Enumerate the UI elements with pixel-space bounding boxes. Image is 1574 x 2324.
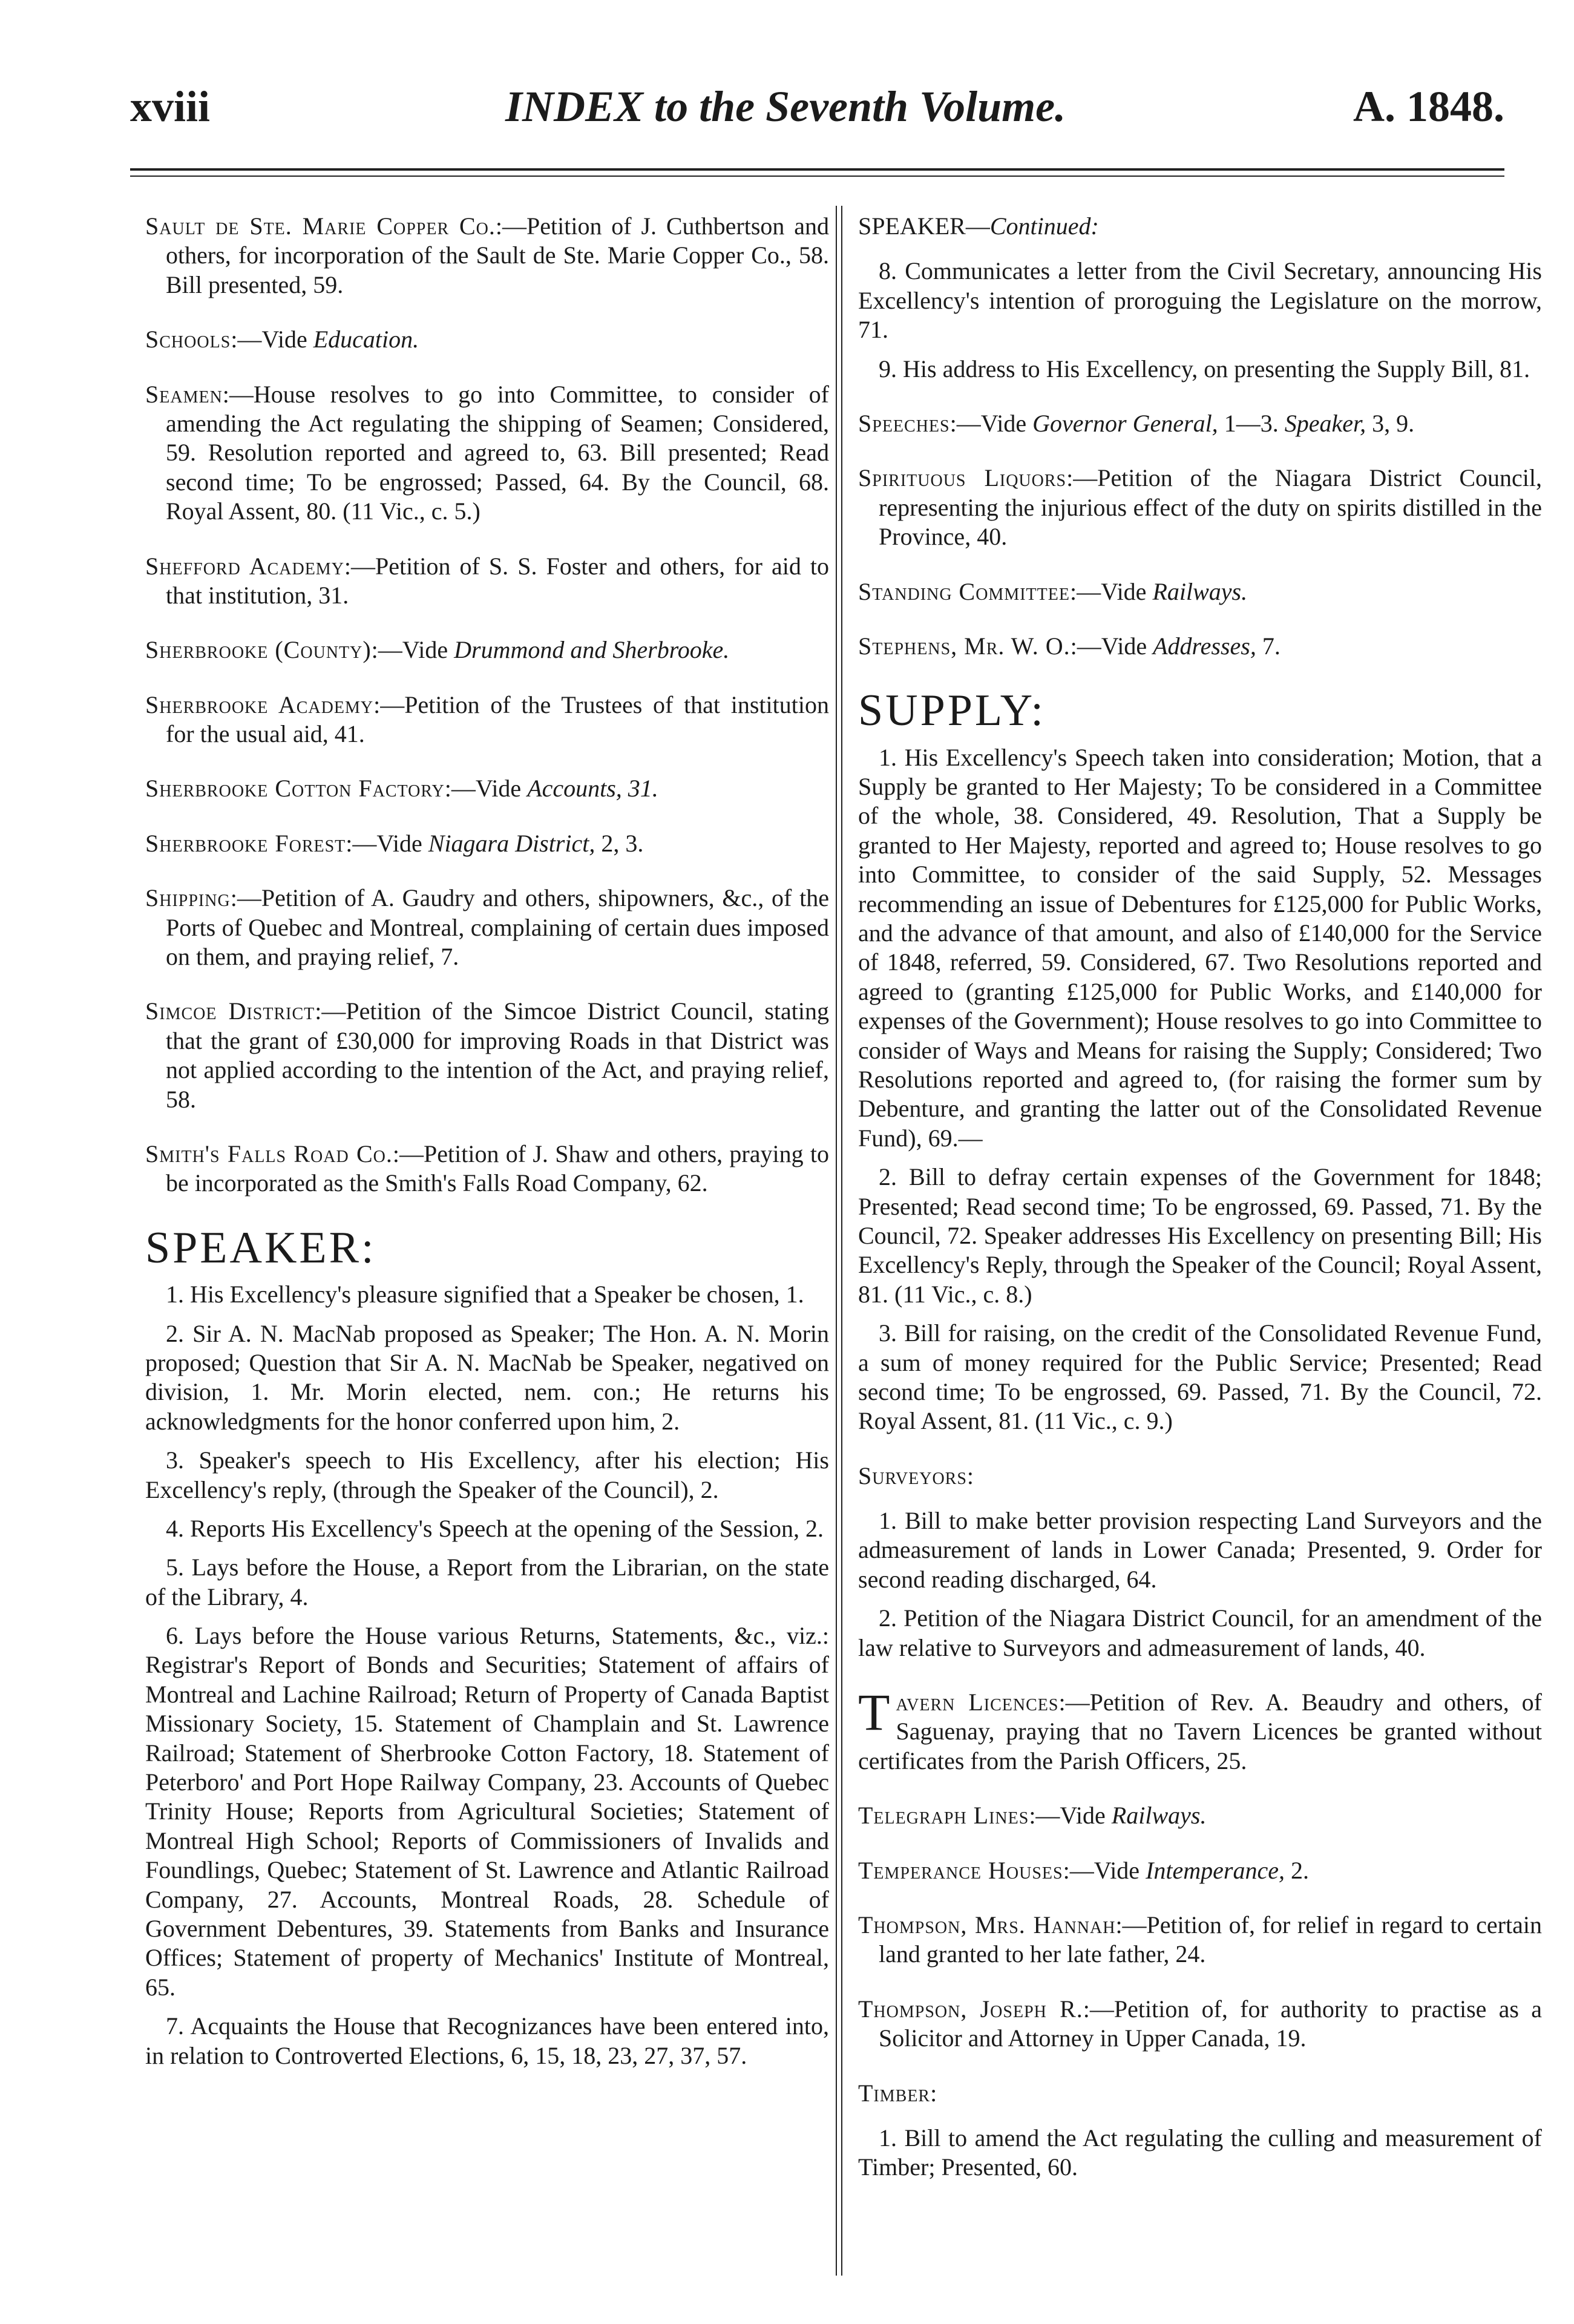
entry-reference: Drummond and Sherbrooke. (454, 636, 730, 664)
entry-heading: Thompson, Mrs. Hannah (858, 1911, 1116, 1938)
entry-text: :—Petition of J. Shaw and others, praying to be incorporated as the Smith's Falls Road Company, 62. (166, 1140, 830, 1197)
speaker-item: 1. His Excellency's pleasure signified that a Speaker be chosen, 1. (166, 1281, 804, 1308)
page-number: xviii (130, 82, 211, 131)
page-title: INDEX to the Seventh Volume. (505, 82, 1066, 131)
entry-heading: Temperance Houses (858, 1856, 1063, 1884)
entry-reference: Governor General, (1032, 409, 1218, 437)
entry-text: :—House resolves to go into Committee, to consider of amending the Act regulating the shipping of Seamen; Considered, 59. Resolution reported and agreed to, 63. Bill presented; Read second time; To be engrossed; Passed, 64. By the Council, 68. Royal Assent, 80. (11 Vic., c. 5.) (166, 380, 829, 525)
entry-reference: Speaker, (1284, 409, 1366, 437)
page-header (130, 82, 1504, 142)
index-entry-temperance (858, 1856, 1542, 1885)
entry-text: :—Vide (231, 326, 313, 353)
entry-heading: Thompson, Joseph R. (858, 1995, 1083, 2023)
speaker-item: 7. Acquaints the House that Recognizances have been entered into, in relation to Controverted Elections, 6, 15, 18, 23, 27, 37, 57. (145, 2012, 829, 2069)
entry-heading: Schools (145, 326, 231, 353)
index-entry-timber (858, 2079, 1542, 2108)
entry-text: :—Petition of the Simcoe District Council, stating that the grant of £30,000 for improving Roads in that District was not applied according to the intention of the Act, and praying relief, 58. (166, 997, 829, 1113)
surveyors-item: 2. Petition of the Niagara District Council, for an amendment of the law relative to Surveyors and admeasurement of lands, 40. (858, 1604, 1542, 1661)
entry-heading: Sherbrooke Forest (145, 829, 346, 857)
index-entry-thompson-joseph (858, 1995, 1542, 2053)
index-entry-stephens (858, 632, 1542, 661)
entry-text: :—Petition of, for authority to practise as a Solicitor and Attorney in Upper Canada, 19. (879, 1995, 1542, 2052)
speaker-item: 2. Sir A. N. MacNab proposed as Speaker; The Hon. A. N. Morin proposed; Question that Sir A. N. MacNab be Speaker, negatived on division, 1. Mr. Morin elected, nem. con.; He returns his acknowledgments for the honor conferred upon him, 2. (145, 1319, 829, 1435)
volume-label: A. 1848. (1353, 82, 1504, 131)
entry-reference: Education. (313, 326, 419, 353)
entry-text: :—Vide (444, 775, 528, 803)
header-rule-thin (130, 176, 1504, 177)
entry-heading: Stephens, Mr. W. O. (858, 632, 1071, 660)
index-entry-speaker-continued (858, 212, 1542, 241)
entry-text: :—Petition of Rev. A. Beaudry and others, of Saguenay, praying that no Tavern Licences be granted without certificates from the Parish Officers, 25. (858, 1689, 1542, 1774)
entry-heading: Simcoe District (145, 997, 315, 1025)
entry-reference: Accounts, 31. (527, 775, 658, 803)
entry-text-tail: 7. (1256, 632, 1281, 660)
index-entry-thompson-hannah (858, 1911, 1542, 1969)
entry-reference: Intemperance, (1146, 1856, 1285, 1884)
index-entry-sault (145, 212, 829, 300)
section-heading-supply: SUPPLY: (858, 686, 1046, 736)
entry-text: :—Petition of the Trustees of that institution for the usual aid, 41. (166, 691, 829, 748)
entry-text: :—Petition of A. Gaudry and others, shipowners, &c., of the Ports of Quebec and Montreal, complaining of certain dues imposed on them, and praying relief, 7. (166, 884, 829, 971)
column-divider-right (841, 206, 842, 2276)
speaker-item: 8. Communicates a letter from the Civil Secretary, announcing His Excellency's intention of proroguing the Legislature on the morrow, 71. (858, 257, 1542, 344)
entry-text-tail: 3, 9. (1366, 409, 1415, 437)
entry-text: :—Vide (1029, 1802, 1112, 1830)
continued-label: Continued: (989, 212, 1099, 240)
index-entry-schools (145, 325, 829, 354)
entry-text: :—Petition of S. S. Foster and others, for aid to that institution, 31. (166, 552, 829, 609)
entry-heading: Telegraph Lines (858, 1802, 1029, 1830)
index-entry-sherbrooke-academy (145, 691, 829, 749)
speaker-item: 4. Reports His Excellency's Speech at the opening of the Session, 2. (166, 1514, 824, 1542)
entry-heading: Seamen (145, 380, 223, 408)
entry-text: :—Vide (1063, 1856, 1146, 1884)
supply-item: 1. His Excellency's Speech taken into consideration; Motion, that a Supply be granted to Her Majesty; To be considered in a Committee of the whole, 38. Considered, 49. Resolution, That a Supply be granted to Her Majesty, reported and agreed to; House resolves to go into Committee, to consider of the said Supply, 52. Messages recommending an issue of Debentures for £125,000 for Public Works, and the advance of that amount, and also of £140,000 for the Service of 1848, referred, 59. Considered, 67. Two Resolutions reported and agreed to (granting £125,000 for Public Works, and £140,000 for expenses of the Government); House resolves to go into Committee to consider of Ways and Means for raising the Supply; Considered; Two Resolutions reported and agreed to, (for raising the former sum by Debenture, and granting the latter out of the Consolidated Revenue Fund), 69.— (858, 743, 1542, 1152)
header-rule-thick (130, 168, 1504, 171)
entry-heading: Sherbrooke Cotton Factory (145, 775, 445, 803)
speaker-item: 3. Speaker's speech to His Excellency, after his election; His Excellency's reply, (through the Speaker of the Council), 2. (145, 1446, 829, 1503)
entry-text: :—Petition of J. Cuthbertson and others, for incorporation of the Sault de Ste. Marie Copper Co., 58. Bill presented, 59. (166, 212, 830, 298)
index-entry-spirituous (858, 464, 1542, 551)
supply-item: 3. Bill for raising, on the credit of the Consolidated Revenue Fund, a sum of money required for the Public Service; Presented; Read second time; To be engrossed, 69. Passed, 71. By the Council, 72. Royal Assent, 81. (11 Vic., c. 9.) (858, 1319, 1542, 1435)
speaker-item: 9. His address to His Excellency, on presenting the Supply Bill, 81. (879, 355, 1530, 382)
entry-heading: SPEAKER— (858, 212, 990, 240)
entry-reference: Addresses, (1153, 632, 1256, 660)
drop-cap: T (858, 1683, 890, 1742)
entry-text: :—Vide (346, 829, 428, 857)
index-entry-telegraph (858, 1801, 1542, 1830)
entry-heading: Shefford Academy (145, 552, 344, 580)
supply-item: 2. Bill to defray certain expenses of the Government for 1848; Presented; Read second time; To be engrossed, 69. Passed, 71. By the Council, 72. Speaker addresses His Excellency on presenting Bill; His Excellency's Reply, through the Speaker of the Council; Royal Assent, 81. (11 Vic., c. 8.) (858, 1163, 1542, 1308)
entry-heading: Shipping (145, 884, 231, 912)
surveyors-item: 1. Bill to make better provision respecting Land Surveyors and the admeasurement of lands in Lower Canada; Presented, 9. Order for second reading discharged, 64. (858, 1507, 1542, 1593)
entry-reference: Niagara District, (428, 829, 595, 857)
entry-heading: Surveyors (858, 1462, 967, 1489)
entry-heading: Sherbrooke (County) (145, 636, 372, 664)
entry-heading: avern Licences (896, 1689, 1059, 1716)
entry-text: :—Vide (1069, 577, 1153, 605)
index-entry-sherbrooke-county (145, 635, 829, 665)
section-heading-speaker: SPEAKER: (145, 1223, 376, 1273)
right-column (858, 212, 1542, 2192)
entry-text: :—Vide (371, 636, 454, 664)
entry-heading: Speeches (858, 409, 950, 437)
entry-heading: Spirituous Liquors (858, 464, 1067, 492)
index-entry-shefford (145, 552, 829, 611)
entry-text-mid: 1—3. (1218, 409, 1285, 437)
entry-text: :—Petition of, for relief in regard to certain land granted to her late father, 24. (879, 1911, 1542, 1968)
index-entry-seamen (145, 380, 829, 527)
index-entry-standing-committee (858, 577, 1542, 606)
index-entry-speeches (858, 409, 1542, 438)
index-entry-tavern (858, 1683, 1542, 1776)
entry-text: :—Petition of the Niagara District Council, representing the injurious effect of the duty on spirits distilled in the Province, 40. (879, 464, 1542, 551)
left-column (145, 212, 829, 2080)
entry-heading: Standing Committee (858, 577, 1070, 605)
entry-heading: Sherbrooke Academy (145, 691, 374, 718)
entry-text: : (930, 2079, 937, 2107)
index-entry-shipping (145, 884, 829, 971)
entry-text-tail: 2. (1284, 1856, 1309, 1884)
speaker-item: 5. Lays before the House, a Report from the Librarian, on the state of the Library, 4. (145, 1554, 829, 1610)
speaker-item: 6. Lays before the House various Returns, Statements, &c., viz.: Registrar's Report of Bonds and Securities; Statement of affairs of Montreal and Lachine Railroad; Return of Property of Canada Baptist Missionary Society, 15. Statement of Champlain and St. Lawrence Railroad; Statement of Sherbrooke Cotton Factory, 18. Statement of Peterboro' and Port Hope Railway Company, 23. Accounts of Quebec Trinity House; Reports from Agricultural Societies; Statement of Montreal High School; Reports of Commissioners of Invalids and Foundlings, Quebec; Statement of St. Lawrence and Atlantic Railroad Company, 27. Accounts, Montreal Roads, 28. Schedule of Government Debentures, 39. Statements from Banks and Insurance Offices; Statement of property of Mechanics' Institute of Montreal, 65. (145, 1622, 829, 2001)
entry-reference: Railways. (1152, 577, 1248, 605)
entry-text: :—Vide (949, 409, 1033, 437)
entry-text-tail: 2, 3. (595, 829, 644, 857)
entry-text: : (966, 1462, 974, 1489)
entry-reference: Railways. (1111, 1802, 1207, 1830)
entry-heading: Sault de Ste. Marie Copper Co. (145, 212, 496, 240)
entry-heading: Timber (858, 2079, 931, 2107)
timber-item: 1. Bill to amend the Act regulating the culling and measurement of Timber; Presented, 60. (858, 2124, 1542, 2181)
entry-text: :—Vide (1070, 632, 1153, 660)
index-entry-simcoe (145, 997, 829, 1114)
index-entry-sherbrooke-forest (145, 829, 829, 858)
index-entry-sherbrooke-cotton (145, 774, 829, 803)
index-entry-surveyors (858, 1462, 1542, 1491)
column-divider-left (836, 206, 837, 2276)
entry-heading: Smith's Falls Road Co. (145, 1140, 393, 1167)
index-entry-smiths-falls (145, 1140, 829, 1198)
